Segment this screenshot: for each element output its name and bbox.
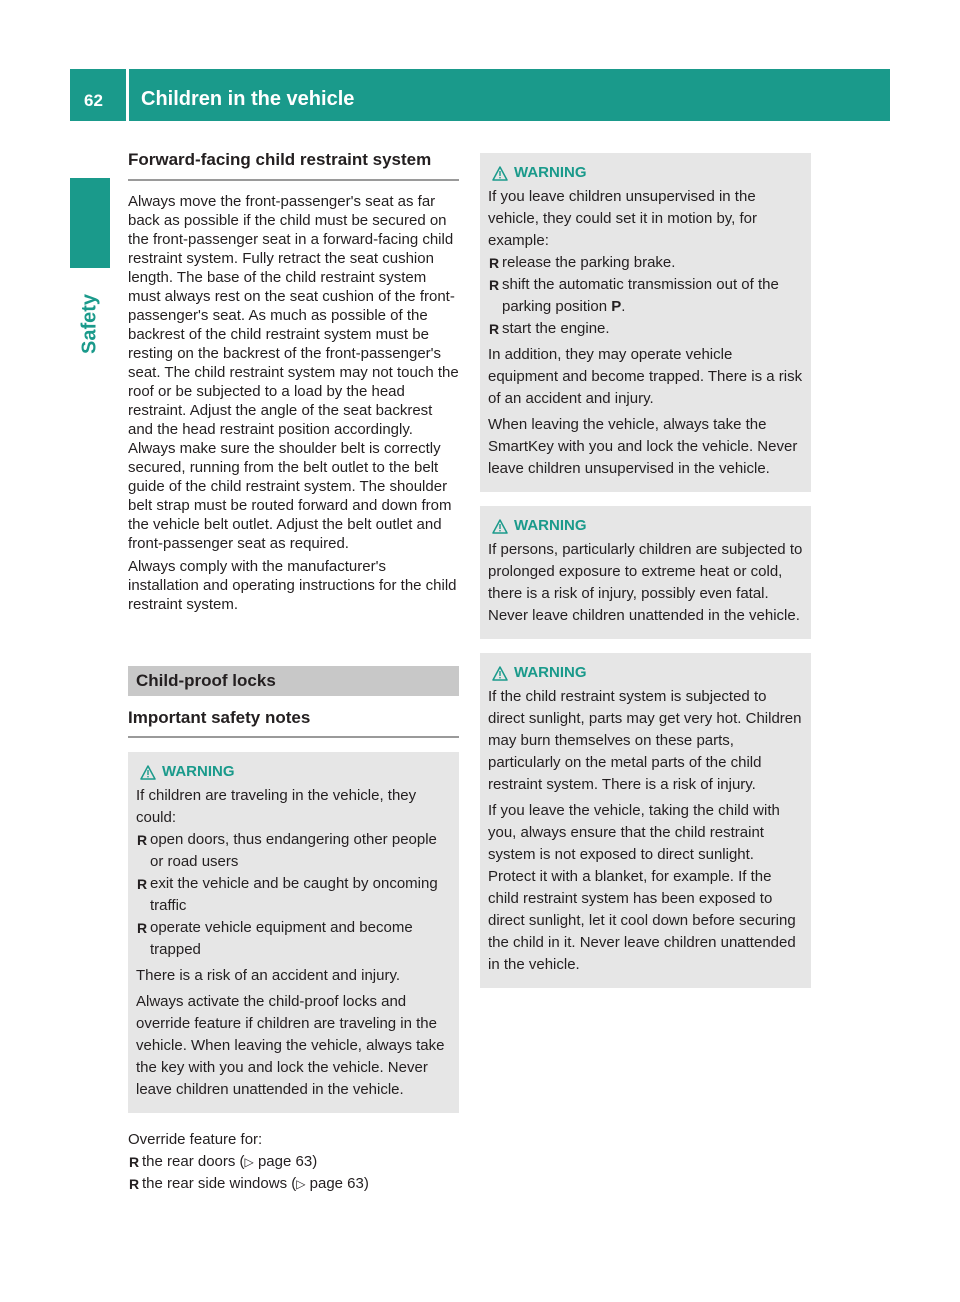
- list-item-text: shift the automatic transmission out of the parking position: [502, 276, 779, 315]
- header-divider: [126, 69, 129, 121]
- list-item: [488, 274, 803, 318]
- list-item-text: the rear doors (: [142, 1153, 245, 1170]
- warning-paragraph: When leaving the vehicle, always take the SmartKey with you and lock the vehicle. Never leave children unsupervised in the vehicle.: [488, 416, 798, 477]
- warning-paragraph: In addition, they may operate vehicle equipment and become trapped. There is a risk of an accident and injury.: [488, 346, 803, 407]
- warning-title-text: WARNING: [514, 164, 587, 181]
- forward-facing-heading: Forward-facing child restraint system: [128, 150, 459, 181]
- warning-title: [488, 162, 803, 184]
- list-item: [128, 1151, 459, 1173]
- list-item-text: exit the vehicle and be caught by oncoming traffic: [150, 875, 438, 914]
- page-reference-link[interactable]: page 63: [309, 1175, 364, 1192]
- warning-title-text: WARNING: [162, 763, 235, 780]
- list-item-text: open doors, thus endangering other people or road users: [150, 831, 437, 870]
- warning-paragraph: If persons, particularly children are subjected to prolonged exposure to extreme heat or cold, there is a risk of injury, possibly even fatal. Never leave children unattended in the vehicle.: [488, 541, 803, 624]
- warning-risk: There is a risk of an accident and injury.: [136, 967, 401, 984]
- list-item-text: release the parking brake.: [502, 254, 676, 271]
- right-column: [480, 153, 811, 988]
- warning-bullet-list: [488, 252, 803, 340]
- page-number: 62: [84, 91, 103, 110]
- override-label: Override feature for:: [128, 1131, 263, 1148]
- warning-title-text: WARNING: [514, 517, 587, 534]
- side-label-safety: Safety: [78, 293, 101, 355]
- important-safety-notes-heading: Important safety notes: [128, 708, 459, 738]
- side-tab: [70, 178, 110, 268]
- page-reference-arrow-icon: ▷: [296, 1177, 306, 1191]
- bullet-icon: R: [137, 920, 148, 936]
- page-reference-link[interactable]: page 63: [257, 1153, 313, 1170]
- warning-triangle-icon: [492, 166, 508, 181]
- bullet-icon: R: [489, 277, 500, 293]
- override-section: [128, 1129, 459, 1195]
- warning-paragraph: If you leave the vehicle, taking the child with you, always ensure that the child restraint system is not exposed to direct sunlight. Protect it with a blanket, for example. If the child restraint system has been exposed to direct sunlight, let it cool down before securing the child in it. Never leave children unattended in the vehicle.: [488, 802, 796, 973]
- warning-title: [488, 662, 803, 684]
- list-item: [136, 917, 451, 961]
- list-item-text: operate vehicle equipment and become trapped: [150, 919, 413, 958]
- warning-triangle-icon: [492, 519, 508, 534]
- warning-triangle-icon: [140, 765, 156, 780]
- chapter-title: Children in the vehicle: [141, 88, 355, 110]
- warning-advice: Always activate the child-proof locks and override feature if children are traveling in the vehicle. When leaving the vehicle, always take the key with you and lock the vehicle. Never leave children unattended in the vehicle.: [136, 993, 445, 1098]
- warning-intro: If you leave children unsupervised in the vehicle, they could set it in motion by, for example:: [488, 188, 758, 249]
- list-item-tail: .: [621, 298, 626, 315]
- bullet-icon: R: [489, 255, 500, 271]
- heat-cold-warning-box: [480, 506, 811, 639]
- warning-paragraph: If the child restraint system is subjected to direct sunlight, parts may get very hot. Children may burn themselves on these parts, particularly on the metal parts of the child restraint system. There is a risk of injury.: [488, 688, 802, 793]
- gear-position-label: P: [611, 298, 622, 315]
- list-item: [136, 873, 451, 917]
- warning-title: [136, 761, 451, 783]
- list-item-close: ): [363, 1175, 369, 1192]
- child-proof-locks-band: Child-proof locks: [128, 666, 459, 696]
- list-item-text: start the engine.: [502, 320, 610, 337]
- forward-facing-paragraph-2: Always comply with the manufacturer's installation and operating instructions for the child restraint system.: [128, 558, 457, 613]
- warning-intro: If children are traveling in the vehicle, they could:: [136, 787, 417, 826]
- warning-bullet-list: [136, 829, 451, 961]
- forward-facing-body: [128, 192, 459, 614]
- warning-triangle-icon: [492, 666, 508, 681]
- list-item: [488, 318, 803, 340]
- list-item-text: the rear side windows (: [142, 1175, 297, 1192]
- bullet-icon: R: [489, 321, 500, 337]
- override-list: [128, 1151, 459, 1195]
- list-item-close: ): [312, 1153, 318, 1170]
- bullet-icon: R: [137, 832, 148, 848]
- forward-facing-paragraph-1: Always move the front-passenger's seat as far back as possible if the child must be secured on the front-passenger seat in a forward-facing child restraint system. Fully retract the seat cushion length. The base of the child restraint system must always rest on the seat cushion of the front-passenger's seat. As much as possible of the backrest of the child restraint system must be resting on the backrest of the front-passenger's seat. The child restraint system may not touch the roof or be subjected to a load by the head restraint. Adjust the angle of the seat backrest and the head restraint position accordingly. Always make sure the shoulder belt is correctly secured, running from the belt outlet to the belt guide of the child restraint system. The shoulder belt strap must be routed forward and down from the vehicle belt outlet. Adjust the belt outlet and front-passenger seat as required.: [128, 193, 459, 552]
- list-item: [488, 252, 803, 274]
- unsupervised-warning-box: [480, 153, 811, 492]
- bullet-icon: R: [129, 1154, 140, 1170]
- list-item: [136, 829, 451, 873]
- bullet-icon: R: [129, 1176, 140, 1192]
- bullet-icon: R: [137, 876, 148, 892]
- warning-title: [488, 515, 803, 537]
- left-column: [128, 150, 459, 1195]
- list-item: [128, 1173, 459, 1195]
- child-proof-warning-box: [128, 752, 459, 1113]
- sunlight-warning-box: [480, 653, 811, 988]
- warning-title-text: WARNING: [514, 664, 587, 681]
- page-reference-arrow-icon: ▷: [244, 1155, 254, 1169]
